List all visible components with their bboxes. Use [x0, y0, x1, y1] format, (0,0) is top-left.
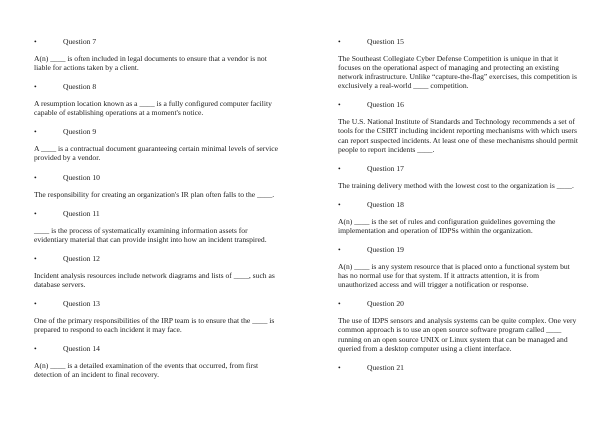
question-text: A ____ is a contractual document guaranteeing certain minimal levels of service provided by a vendor.	[34, 144, 278, 163]
question-13	[34, 299, 280, 334]
question-heading	[338, 363, 578, 372]
question-12	[34, 254, 280, 289]
question-text: The use of IDPS sensors and analysis systems can be quite complex. One very common approach is to use an open source software program called ____ running on an open source UNIX or Linux system that can be managed and queried from a desktop computer using a client interface.	[338, 316, 577, 353]
question-label: Question 13	[63, 299, 100, 309]
bullet: •	[338, 199, 341, 209]
question-19	[338, 245, 578, 289]
question-label: Question 16	[367, 100, 404, 110]
question-20	[338, 299, 578, 352]
question-text: A(n) ____ is any system resource that is placed onto a functional system but has no normal use for that system. If it attracts attention, it is from unauthorized access and will trigger a notification or response.	[338, 262, 570, 290]
question-label: Question 19	[367, 245, 404, 255]
question-text: The Southeast Collegiate Cyber Defense Competition is unique in that it focuses on the operational aspect of managing and protecting an existing network infrastructure. Unlike “capture-the-flag” exercises, this competition is exclusively a real-world ____ competition.	[338, 54, 577, 91]
question-text: The training delivery method with the lowest cost to the organization is ____.	[338, 180, 574, 190]
question-21	[338, 363, 578, 372]
question-heading	[338, 200, 578, 209]
question-text: The responsibility for creating an organization's IR plan often falls to the ____.	[34, 189, 275, 199]
question-heading	[338, 37, 578, 46]
question-14	[34, 344, 280, 379]
question-heading	[34, 37, 280, 46]
question-11	[34, 209, 280, 244]
question-label: Question 15	[367, 37, 404, 46]
question-18	[338, 200, 578, 235]
question-label: Question 21	[367, 362, 404, 372]
question-text: A(n) ____ is often included in legal documents to ensure that a vendor is not liable for actions taken by a client.	[34, 54, 267, 73]
question-text: ____ is the process of systematically examining information assets for evidentiary material that can provide insight into how an incident transpired.	[34, 225, 267, 244]
question-16	[338, 100, 578, 153]
question-label: Question 9	[63, 127, 97, 137]
bullet: •	[34, 37, 37, 46]
question-label: Question 14	[63, 344, 100, 354]
question-heading	[338, 164, 578, 173]
question-label: Question 7	[63, 37, 97, 46]
question-heading	[34, 209, 280, 218]
question-heading	[34, 299, 280, 308]
question-heading	[34, 254, 280, 263]
bullet: •	[34, 299, 37, 309]
question-label: Question 12	[63, 253, 100, 263]
bullet: •	[34, 172, 37, 182]
bullet: •	[34, 344, 37, 354]
question-text: One of the primary responsibilities of the IRP team is to ensure that the ____ is prepared to respond to each incident it may face.	[34, 316, 275, 335]
bullet: •	[338, 37, 341, 46]
question-heading	[338, 245, 578, 254]
question-label: Question 17	[367, 163, 404, 173]
question-label: Question 11	[63, 208, 100, 218]
question-7	[34, 37, 280, 72]
bullet: •	[34, 208, 37, 218]
bullet: •	[338, 163, 341, 173]
question-15	[338, 37, 578, 90]
bullet: •	[34, 253, 37, 263]
question-heading	[34, 82, 280, 91]
bullet: •	[338, 245, 341, 255]
bullet: •	[338, 362, 341, 372]
bullet: •	[34, 127, 37, 137]
right-column	[300, 0, 600, 424]
question-10	[34, 173, 280, 199]
question-9	[34, 127, 280, 162]
question-heading	[338, 299, 578, 308]
question-text: The U.S. National Institute of Standards and Technology recommends a set of tools for the CSIRT including incident reporting mechanisms with which users can report suspected incidents. At least one of these mechanisms should permit people to report incidents ____.	[338, 117, 578, 154]
bullet: •	[34, 82, 37, 92]
question-label: Question 10	[63, 172, 100, 182]
question-label: Question 18	[367, 199, 404, 209]
question-heading	[34, 173, 280, 182]
question-label: Question 20	[367, 299, 404, 309]
question-label: Question 8	[63, 82, 97, 92]
question-text: A(n) ____ is a detailed examination of the events that occurred, from first detection of an incident to final recovery.	[34, 361, 259, 380]
question-heading	[338, 100, 578, 109]
question-8	[34, 82, 280, 117]
question-text: A(n) ____ is the set of rules and configuration guidelines governing the implementation and operation of IDPSs within the organization.	[338, 216, 556, 235]
bullet: •	[338, 299, 341, 309]
question-heading	[34, 344, 280, 353]
question-heading	[34, 127, 280, 136]
bullet: •	[338, 100, 341, 110]
question-text: A resumption location known as a ____ is a fully configured computer facility capable of establishing operations at a moment's notice.	[34, 99, 272, 118]
question-text: Incident analysis resources include network diagrams and lists of ____, such as database servers.	[34, 270, 275, 289]
question-17	[338, 164, 578, 190]
